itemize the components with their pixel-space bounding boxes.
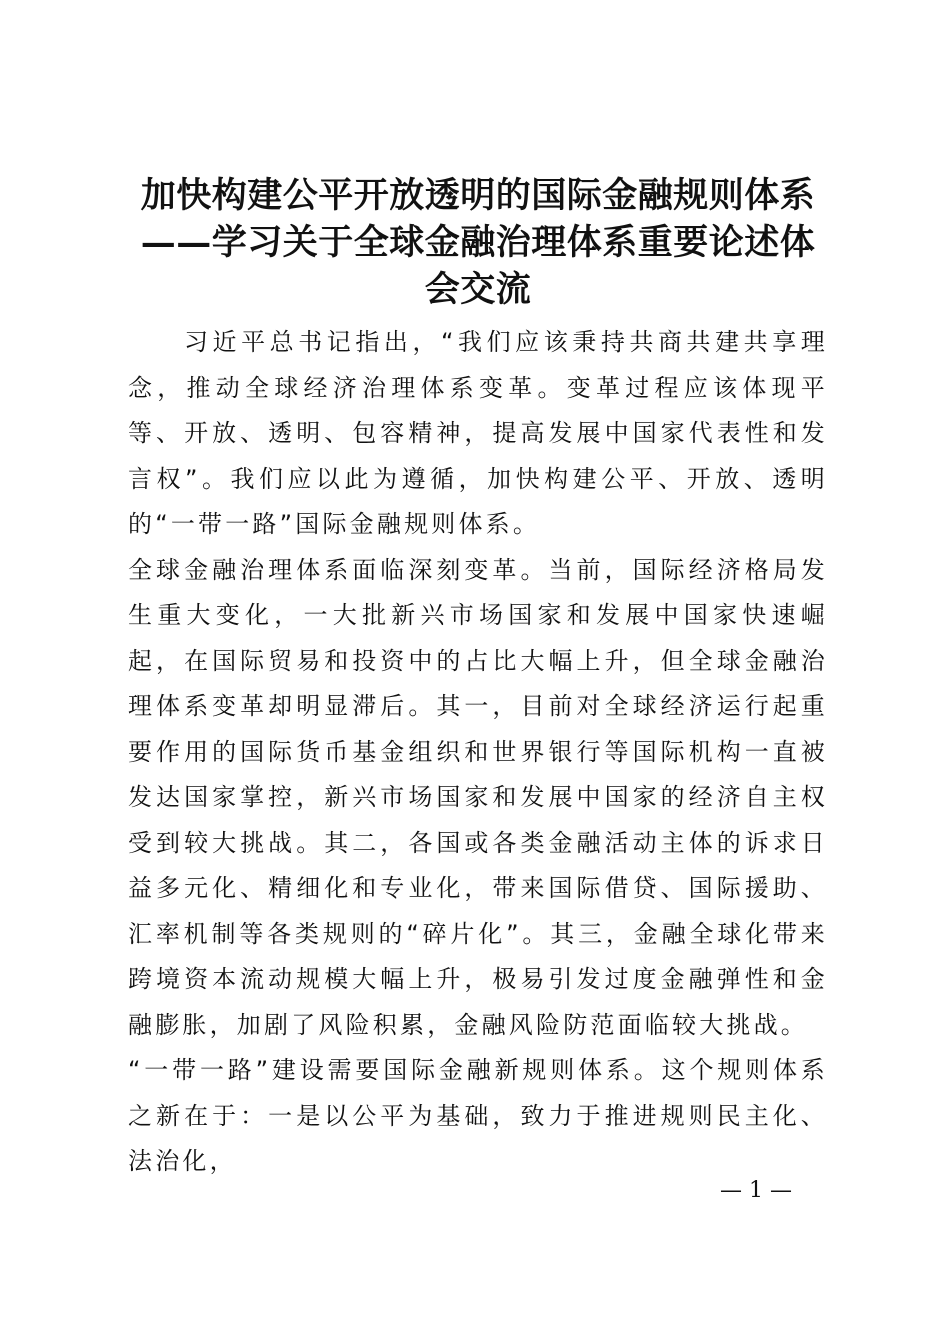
document-title: 加快构建公平开放透明的国际金融规则体系——学习关于全球金融治理体系重要论述体会交流	[140, 175, 816, 310]
paragraph-intro: 习近平总书记指出，“我们应该秉持共商共建共享理念，推动全球经济治理体系变革。变革过程应该体现平等、开放、透明、包容精神，提高发展中国家代表性和发言权”。我们应以此为遵循，加快构建公平、开放、透明的“一带一路”国际金融规则体系。	[128, 328, 828, 538]
paragraph-reform: 全球金融治理体系面临深刻变革。当前，国际经济格局发生重大变化，一大批新兴市场国家和发展中国家快速崛起，在国际贸易和投资中的占比大幅上升，但全球金融治理体系变革却明显滞后。其一，目前对全球经济运行起重要作用的国际货币基金组织和世界银行等国际机构一直被发达国家掌控，新兴市场国家和发展中国家的经济自主权受到较大挑战。其二，各国或各类金融活动主体的诉求日益多元化、精细化和专业化，带来国际借贷、国际援助、汇率机制等各类规则的“碎片化”。其三，金融全球化带来跨境资本流动规模大幅上升，极易引发过度金融弹性和金融膨胀，加剧了风险积累，金融风险防范面临较大挑战。	[128, 555, 828, 1039]
paragraph-belt-road: “一带一路”建设需要国际金融新规则体系。这个规则体系之新在于：一是以公平为基础，致力于推进规则民主化、法治化，	[128, 1056, 828, 1175]
page-number: — 1 —	[720, 1178, 792, 1203]
document-body	[128, 320, 828, 1185]
